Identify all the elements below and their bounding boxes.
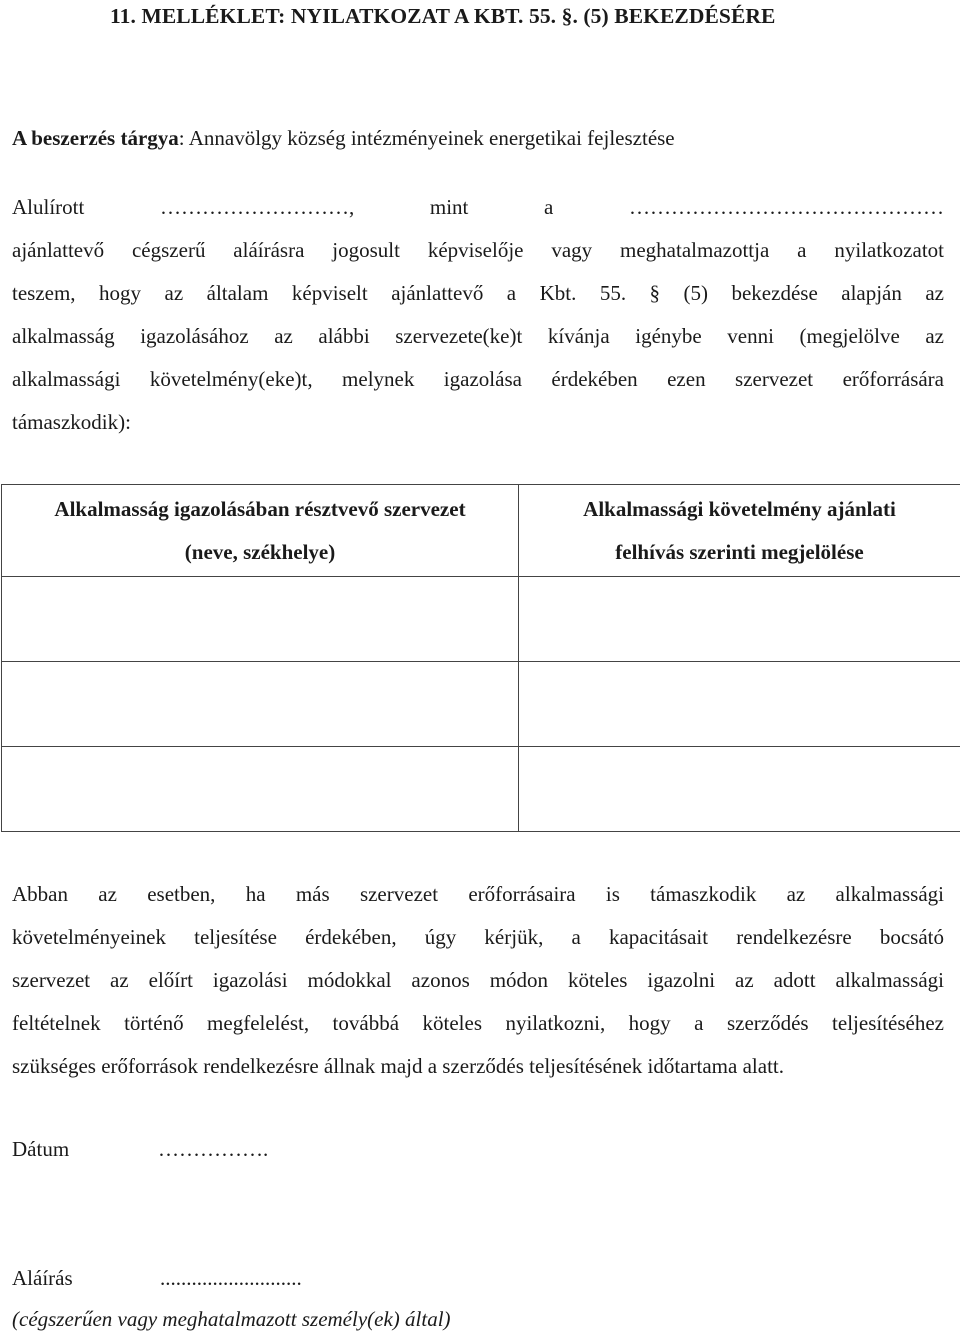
requirement-cell[interactable] bbox=[519, 577, 960, 662]
subject-label: A beszerzés tárgya bbox=[12, 126, 179, 150]
table-row bbox=[2, 662, 960, 747]
header-organization-line-1: Alkalmasság igazolásában résztvevő szervezet bbox=[54, 496, 466, 521]
declaration-line-5: alkalmassági követelmény(eke)t, melynek igazolása érdekében ezen szervezet erőforrására bbox=[12, 367, 944, 391]
document-title: 11. MELLÉKLET: NYILATKOZAT A KBT. 55. §. (5) BEKEZDÉSÉRE bbox=[110, 4, 776, 28]
subject-value: : Annavölgy község intézményeinek energetikai fejlesztése bbox=[178, 126, 675, 150]
organization-table bbox=[1, 484, 960, 832]
header-requirement-line-1: Alkalmassági követelmény ajánlati bbox=[583, 496, 896, 521]
declaration-line-3: teszem, hogy az általam képviselt ajánlattevő a Kbt. 55. § (5) bekezdése alapján az bbox=[12, 281, 944, 305]
date-field[interactable]: ……………. bbox=[158, 1137, 269, 1161]
notice-line-4: feltételnek történő megfelelést, továbbá köteles nyilatkozni, hogy a szerződés teljesítéséhez bbox=[12, 1011, 944, 1035]
table-row bbox=[2, 577, 960, 662]
header-requirement bbox=[519, 485, 960, 577]
notice-line-1: Abban az esetben, ha más szervezet erőforrásaira is támaszkodik az alkalmassági bbox=[12, 882, 944, 906]
date-label: Dátum bbox=[12, 1137, 70, 1161]
declaration-line-1: Alulírott ………………………, mint a ……………………………………… bbox=[12, 195, 944, 219]
header-organization bbox=[2, 485, 519, 577]
signature-label: Aláírás bbox=[12, 1266, 73, 1290]
declaration-line-4: alkalmasság igazolásához az alábbi szervezete(ke)t kívánja igénybe venni (megjelölve az bbox=[12, 324, 944, 348]
table-row bbox=[2, 747, 960, 832]
signature-note: (cégszerűen vagy meghatalmazott személy(ek) által) bbox=[12, 1307, 451, 1331]
declaration-line-6: támaszkodik): bbox=[12, 410, 131, 434]
table-header-row bbox=[2, 485, 960, 577]
declaration-line-2: ajánlattevő cégszerű aláírásra jogosult képviselője vagy meghatalmazottja a nyilatkozatot bbox=[12, 238, 944, 262]
signature-field[interactable]: ........................... bbox=[160, 1266, 302, 1290]
procurement-subject bbox=[12, 126, 675, 151]
requirement-cell[interactable] bbox=[519, 662, 960, 747]
notice-line-5: szükséges erőforrások rendelkezésre állnak majd a szerződés teljesítésének időtartama alatt. bbox=[12, 1054, 784, 1078]
organization-cell[interactable] bbox=[2, 577, 519, 662]
organization-cell[interactable] bbox=[2, 747, 519, 832]
header-organization-line-2: (neve, székhelye) bbox=[184, 539, 336, 564]
notice-line-2: követelményeinek teljesítése érdekében, úgy kérjük, a kapacitásait rendelkezésre bocsátó bbox=[12, 925, 944, 949]
requirement-cell[interactable] bbox=[519, 747, 960, 832]
notice-line-3: szervezet az előírt igazolási módokkal azonos módon köteles igazolni az adott alkalmassági bbox=[12, 968, 944, 992]
organization-cell[interactable] bbox=[2, 662, 519, 747]
header-requirement-line-2: felhívás szerinti megjelölése bbox=[615, 539, 864, 564]
